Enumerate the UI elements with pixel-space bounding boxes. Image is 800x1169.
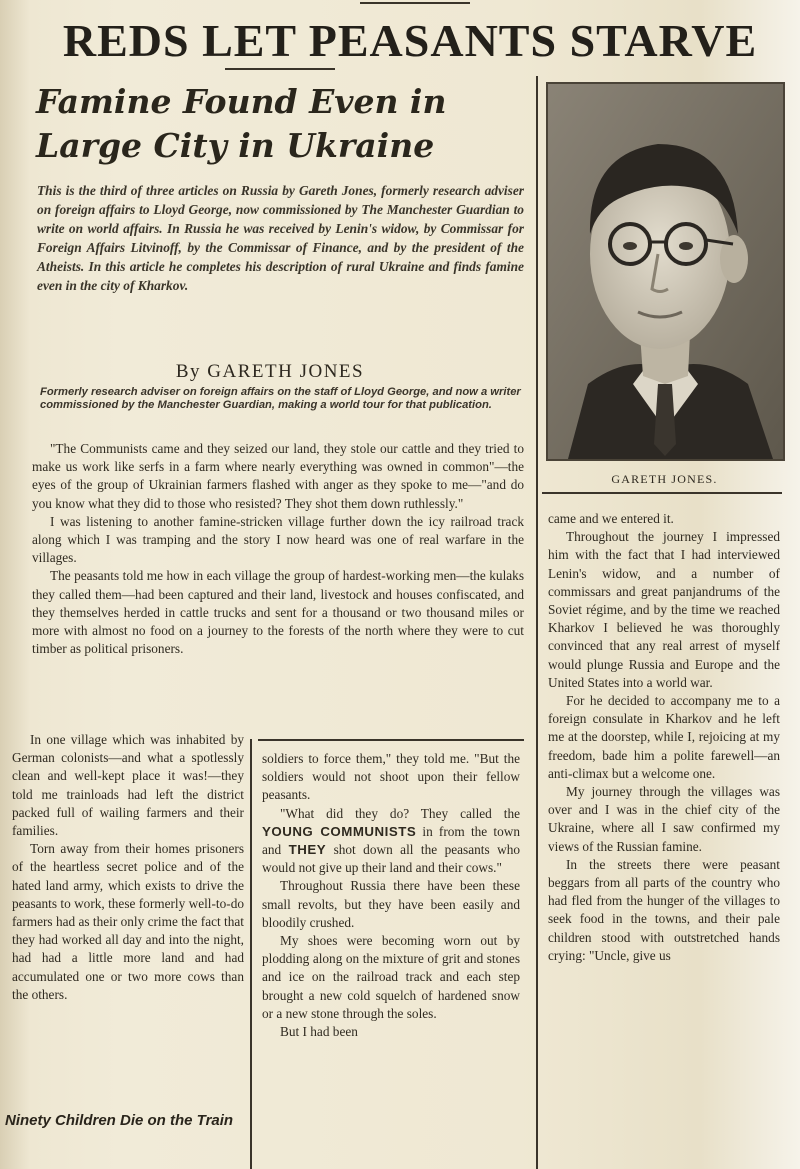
column-divider-right [536, 76, 538, 1169]
portrait-image [548, 84, 783, 459]
col1-paragraph: In one village which was inhabited by German colonists—and what a spotlessly clean and well-kept place it was!—they told me trainloads had left the district packed full of wailing farmers and their families. [12, 732, 244, 839]
main-paragraph: "The Communists came and they seized our land, they stole our cattle and they tried to make us work like serfs in a farm where nearly everything was owned in common"—the eyes of the group of Ukrainian farmers flashed with anger as they spoke to me—"and do you know what they did to those who resisted? They shot them down ruthlessly." [32, 441, 524, 511]
column-divider-left [250, 739, 252, 1169]
col2-emphasis: YOUNG COMMUNISTS [262, 823, 417, 839]
col2-paragraph: But I had been [280, 1024, 358, 1040]
crosshead: Ninety Children Die on the Train [5, 1112, 234, 1129]
subheadline [36, 80, 516, 168]
col2-paragraph: soldiers to force them," they told me. "But the soldiers would not shoot upon their fellow peasants. [262, 751, 520, 803]
column-1 [12, 731, 244, 1109]
col2-text: shot down all the peasants who would not give up their land and their cows." [262, 842, 520, 876]
col1-paragraph: Torn away from their homes prisoners of the heartless secret police and of the hated land army, which exists to drive the peasants to work, these formerly well-to-do farmers had as their only crime the fact that they had worked all day and into the night, had had a little more land and had accumulated one or two more cows than the others. [12, 841, 244, 1002]
col3-paragraph: came and we entered it. [548, 511, 674, 526]
subhead-line-2: Large City in Ukraine [36, 126, 435, 165]
caption-rule [542, 492, 782, 494]
headline: REDS LET PEASANTS STARVE [62, 15, 758, 66]
column-3 [548, 510, 780, 1169]
inset-rule [258, 739, 524, 741]
byline: By GARETH JONES [175, 361, 365, 382]
col2-paragraph: My shoes were becoming worn out by plodding along on the mixture of grit and stones and ice on the railroad track and each step brought a new cold squelch of hardened snow or a new stone through the soles. [262, 933, 520, 1021]
photo-caption: GARETH JONES. [611, 472, 718, 486]
col2-emphasis: THEY [288, 842, 327, 858]
col3-paragraph: For he decided to accompany me to a foreign consulate in Kharkov and he left me at the doorstep, while I, rejoicing at my freedom, bade him a polite farewell—an anti-climax but a welcome one. [548, 693, 780, 781]
intro-paragraph: This is the third of three articles on Russia by Gareth Jones, formerly research adviser on foreign affairs to Lloyd George, now commissioned by The Manchester Guardian to write on world affairs. In Russia he was received by Lenin's widow, by Commissar for Foreign Affairs Litvinoff, by the Commissar of Finance, and by the president of the Atheists. In this article he completes his description of rural Ukraine and finds famine even in the city of Kharkov. [37, 183, 524, 293]
byline-note: Formerly research adviser on foreign affairs on the staff of Lloyd George, and now a writer commissioned by the Manchester Guardian, making a world tour for that publication. [40, 386, 521, 412]
col2-text: in from the town and [262, 823, 520, 858]
col3-paragraph: In the streets there were peasant beggars from all parts of the country who had fled from the hunger of the villages to seek food in the towns, and their pale children stood with outstretched hands crying: "Uncle, give us [548, 856, 780, 963]
col3-paragraph: My journey through the villages was over and I was in the chief city of the Ukraine, where all I saw confirmed my views of the Russian famine. [548, 784, 780, 854]
author-photo [546, 82, 785, 461]
top-rule [360, 2, 470, 4]
main-paragraph: I was listening to another famine-stricken village further down the icy railroad track along which I was tramping and the story I now heard was one of real warfare in the villages. [32, 513, 524, 566]
subhead-line-1: Famine Found Even in [36, 82, 447, 121]
col2-paragraph: Throughout Russia there have been these small revolts, but they have been easily and bloodily crushed. [262, 878, 520, 930]
col2-paragraph [262, 805, 520, 878]
col3-paragraph: Throughout the journey I impressed him with the fact that I had interviewed Lenin's widow, and a number of commissars and great panjandrums of the Soviet régime, and by the time we reached Kharkov I believed he was thoroughly convinced that any real arrest of myself would plunge Russia and Europe and the United States into a world war. [548, 529, 780, 690]
main-body [32, 440, 524, 732]
column-2 [262, 750, 520, 1169]
col2-text: "What did they do? They called the [280, 805, 520, 821]
main-paragraph: The peasants told me how in each village the group of hardest-working men—the kulaks they called them—had been captured and their land, livestock and houses confiscated, and they themselves herded in cattle trucks and sent for a thousand or two thousand miles or more with almost no food on a journey to the forests of the north where they were to cut timber as political prisoners. [32, 568, 524, 657]
